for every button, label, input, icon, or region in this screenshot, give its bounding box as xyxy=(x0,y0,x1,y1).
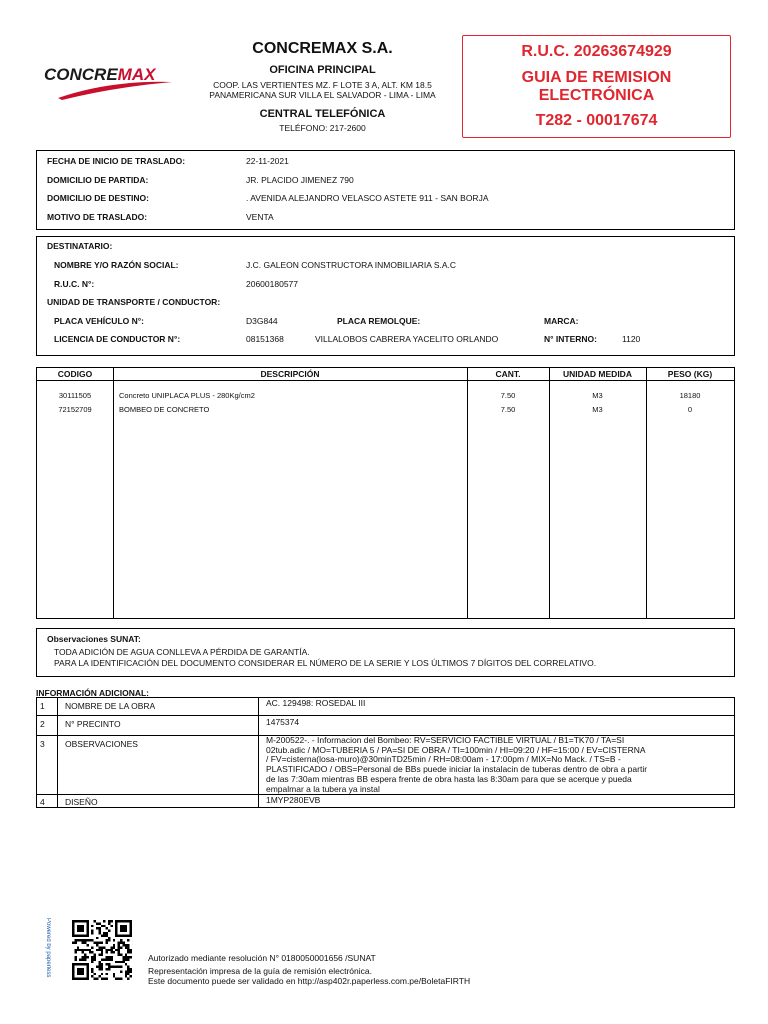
observations-title: Observaciones SUNAT: xyxy=(47,634,141,644)
observations-line1: TODA ADICIÓN DE AGUA CONLLEVA A PÉRDIDA DE GARANTÍA. xyxy=(54,647,310,657)
brand-label: MARCA: xyxy=(544,316,579,326)
svg-text:Powered by paperless: Powered by paperless xyxy=(45,918,51,978)
observations-line2: PARA LA IDENTIFICACIÓN DEL DOCUMENTO CONSIDERAR EL NÚMERO DE LA SERIE Y LOS ÚLTIMOS 7 DÍGITOS DEL CORRELATIVO. xyxy=(54,658,597,668)
powered-by-logo xyxy=(37,916,51,986)
observations-section xyxy=(36,628,735,677)
info-row-num: 2 xyxy=(40,719,45,729)
destination-value: . AVENIDA ALEJANDRO VELASCO ASTETE 911 - SAN BORJA xyxy=(246,193,489,203)
office-address: COOP. LAS VERTIENTES MZ. F LOTE 3 A, ALT. KM 18.5 PANAMERICANA SUR VILLA EL SALVADOR - LIMA - LIMA xyxy=(209,80,436,100)
origin-value: JR. PLACIDO JIMENEZ 790 xyxy=(246,175,354,185)
transport-label: UNIDAD DE TRANSPORTE / CONDUCTOR: xyxy=(47,297,221,307)
internal-value: 1120 xyxy=(622,334,641,344)
item-qty: 7.50 xyxy=(500,405,516,414)
license-label: LICENCIA DE CONDUCTOR N°: xyxy=(54,334,181,344)
info-row-label: OBSERVACIONES xyxy=(65,739,138,749)
reason-label: MOTIVO DE TRASLADO: xyxy=(47,212,148,222)
driver-name: VILLALOBOS CABRERA YACELITO ORLANDO xyxy=(315,334,499,344)
ruc-number: R.U.C. 20263674929 xyxy=(521,43,672,60)
item-description: Concreto UNIPLACA PLUS - 280Kg/cm2 xyxy=(119,391,255,400)
additional-info-title: INFORMACIÓN ADICIONAL: xyxy=(36,688,150,698)
representation-text: Representación impresa de la guía de remisión electrónica. xyxy=(148,966,372,976)
info-row-value-multiline: M-200522-. - Informacion del Bombeo: RV=SERVICIO FACTIBLE VIRTUAL / B1=TK70 / TA=SI 02tub.adic / MO=TUBERIA 5 / PA=SI DE OBRA / TI=100min / HI=09:20 / HF=15:00 / EV=CISTERNA / FV=cisterna(losa-muro)@30minTD25min / RH=08:00am - 17:00pm / MIX=No Mack. / TS=B - PLASTIFICADO / OBS=Personal de BBs puede iniciar la instalacin de tuberas dentro de obra a partir de las 7:30am mientras BB espera frente de obra hasta las 8:30am para que se acerque y pueda empalmar a la tubera ya instal xyxy=(266,735,648,794)
start-date-value: 22-11-2021 xyxy=(246,156,289,166)
info-row-num: 3 xyxy=(40,739,45,749)
item-unit: M3 xyxy=(592,391,603,400)
recipient-section-label: DESTINATARIO: xyxy=(47,241,113,251)
info-row-num: 4 xyxy=(40,797,45,807)
item-code: 72152709 xyxy=(58,405,92,414)
recipient-ruc-label: R.U.C. N°: xyxy=(54,279,95,289)
item-description: BOMBEO DE CONCRETO xyxy=(119,405,210,414)
col-header-description: DESCRIPCIÓN xyxy=(260,369,320,379)
validation-text: Este documento puede ser validado en http://asp402r.paperless.com.pe/BoletaFIRTH xyxy=(148,976,471,986)
items-table xyxy=(36,367,735,619)
transfer-section xyxy=(36,150,735,230)
trailer-label: PLACA REMOLQUE: xyxy=(337,316,421,326)
col-header-code: CODIGO xyxy=(57,369,93,379)
ruc-box xyxy=(462,35,731,138)
item-code: 30111505 xyxy=(58,391,92,400)
license-value: 08151368 xyxy=(246,334,284,344)
reason-value: VENTA xyxy=(246,212,274,222)
recipient-name-value: J.C. GALEON CONSTRUCTORA INMOBILIARIA S.A.C xyxy=(246,260,457,270)
office-title: OFICINA PRINCIPAL xyxy=(269,64,376,76)
info-row-num: 1 xyxy=(40,701,45,711)
col-header-qty: CANT. xyxy=(495,369,521,379)
phone-number: TELÉFONO: 217-2600 xyxy=(279,123,366,133)
item-weight: 0 xyxy=(687,405,693,414)
svg-text:CONCREMAX: CONCREMAX xyxy=(44,65,156,84)
info-row-value: 1MYP280EVB xyxy=(266,795,321,805)
recipient-section xyxy=(36,236,735,356)
col-header-unit: UNIDAD MEDIDA xyxy=(563,369,632,379)
company-name: CONCREMAX S.A. xyxy=(252,40,393,57)
info-row-value: 1475374 xyxy=(266,717,300,727)
info-row-label: NOMBRE DE LA OBRA xyxy=(65,701,156,711)
info-row-label: DISEÑO xyxy=(65,797,98,807)
authorization-text: Autorizado mediante resolución N° 0180050001656 /SUNAT xyxy=(148,953,376,963)
origin-label: DOMICILIO DE PARTIDA: xyxy=(47,175,149,185)
additional-info-table xyxy=(36,697,735,808)
internal-label: N° INTERNO: xyxy=(544,334,597,344)
info-row-value: AC. 129498: ROSEDAL III xyxy=(266,698,366,708)
company-logo xyxy=(40,60,180,110)
destination-label: DOMICILIO DE DESTINO: xyxy=(47,193,149,203)
company-header xyxy=(205,40,440,133)
plate-value: D3G844 xyxy=(246,316,278,326)
recipient-name-label: NOMBRE Y/O RAZÓN SOCIAL: xyxy=(54,260,179,270)
col-header-weight: PESO (KG) xyxy=(667,369,713,379)
item-unit: M3 xyxy=(592,405,603,414)
start-date-label: FECHA DE INICIO DE TRASLADO: xyxy=(47,156,186,166)
phone-title: CENTRAL TELEFÓNICA xyxy=(259,108,386,120)
doc-number: T282 - 00017674 xyxy=(535,112,658,129)
info-row-label: N° PRECINTO xyxy=(65,719,121,729)
plate-label: PLACA VEHÍCULO N°: xyxy=(54,316,144,326)
item-qty: 7.50 xyxy=(500,391,516,400)
doc-type-line2: ELECTRÓNICA xyxy=(538,87,655,104)
doc-type-line1: GUIA DE REMISION xyxy=(521,69,672,86)
qr-code xyxy=(72,920,132,980)
item-weight: 18180 xyxy=(679,391,701,400)
recipient-ruc-value: 20600180577 xyxy=(246,279,299,289)
